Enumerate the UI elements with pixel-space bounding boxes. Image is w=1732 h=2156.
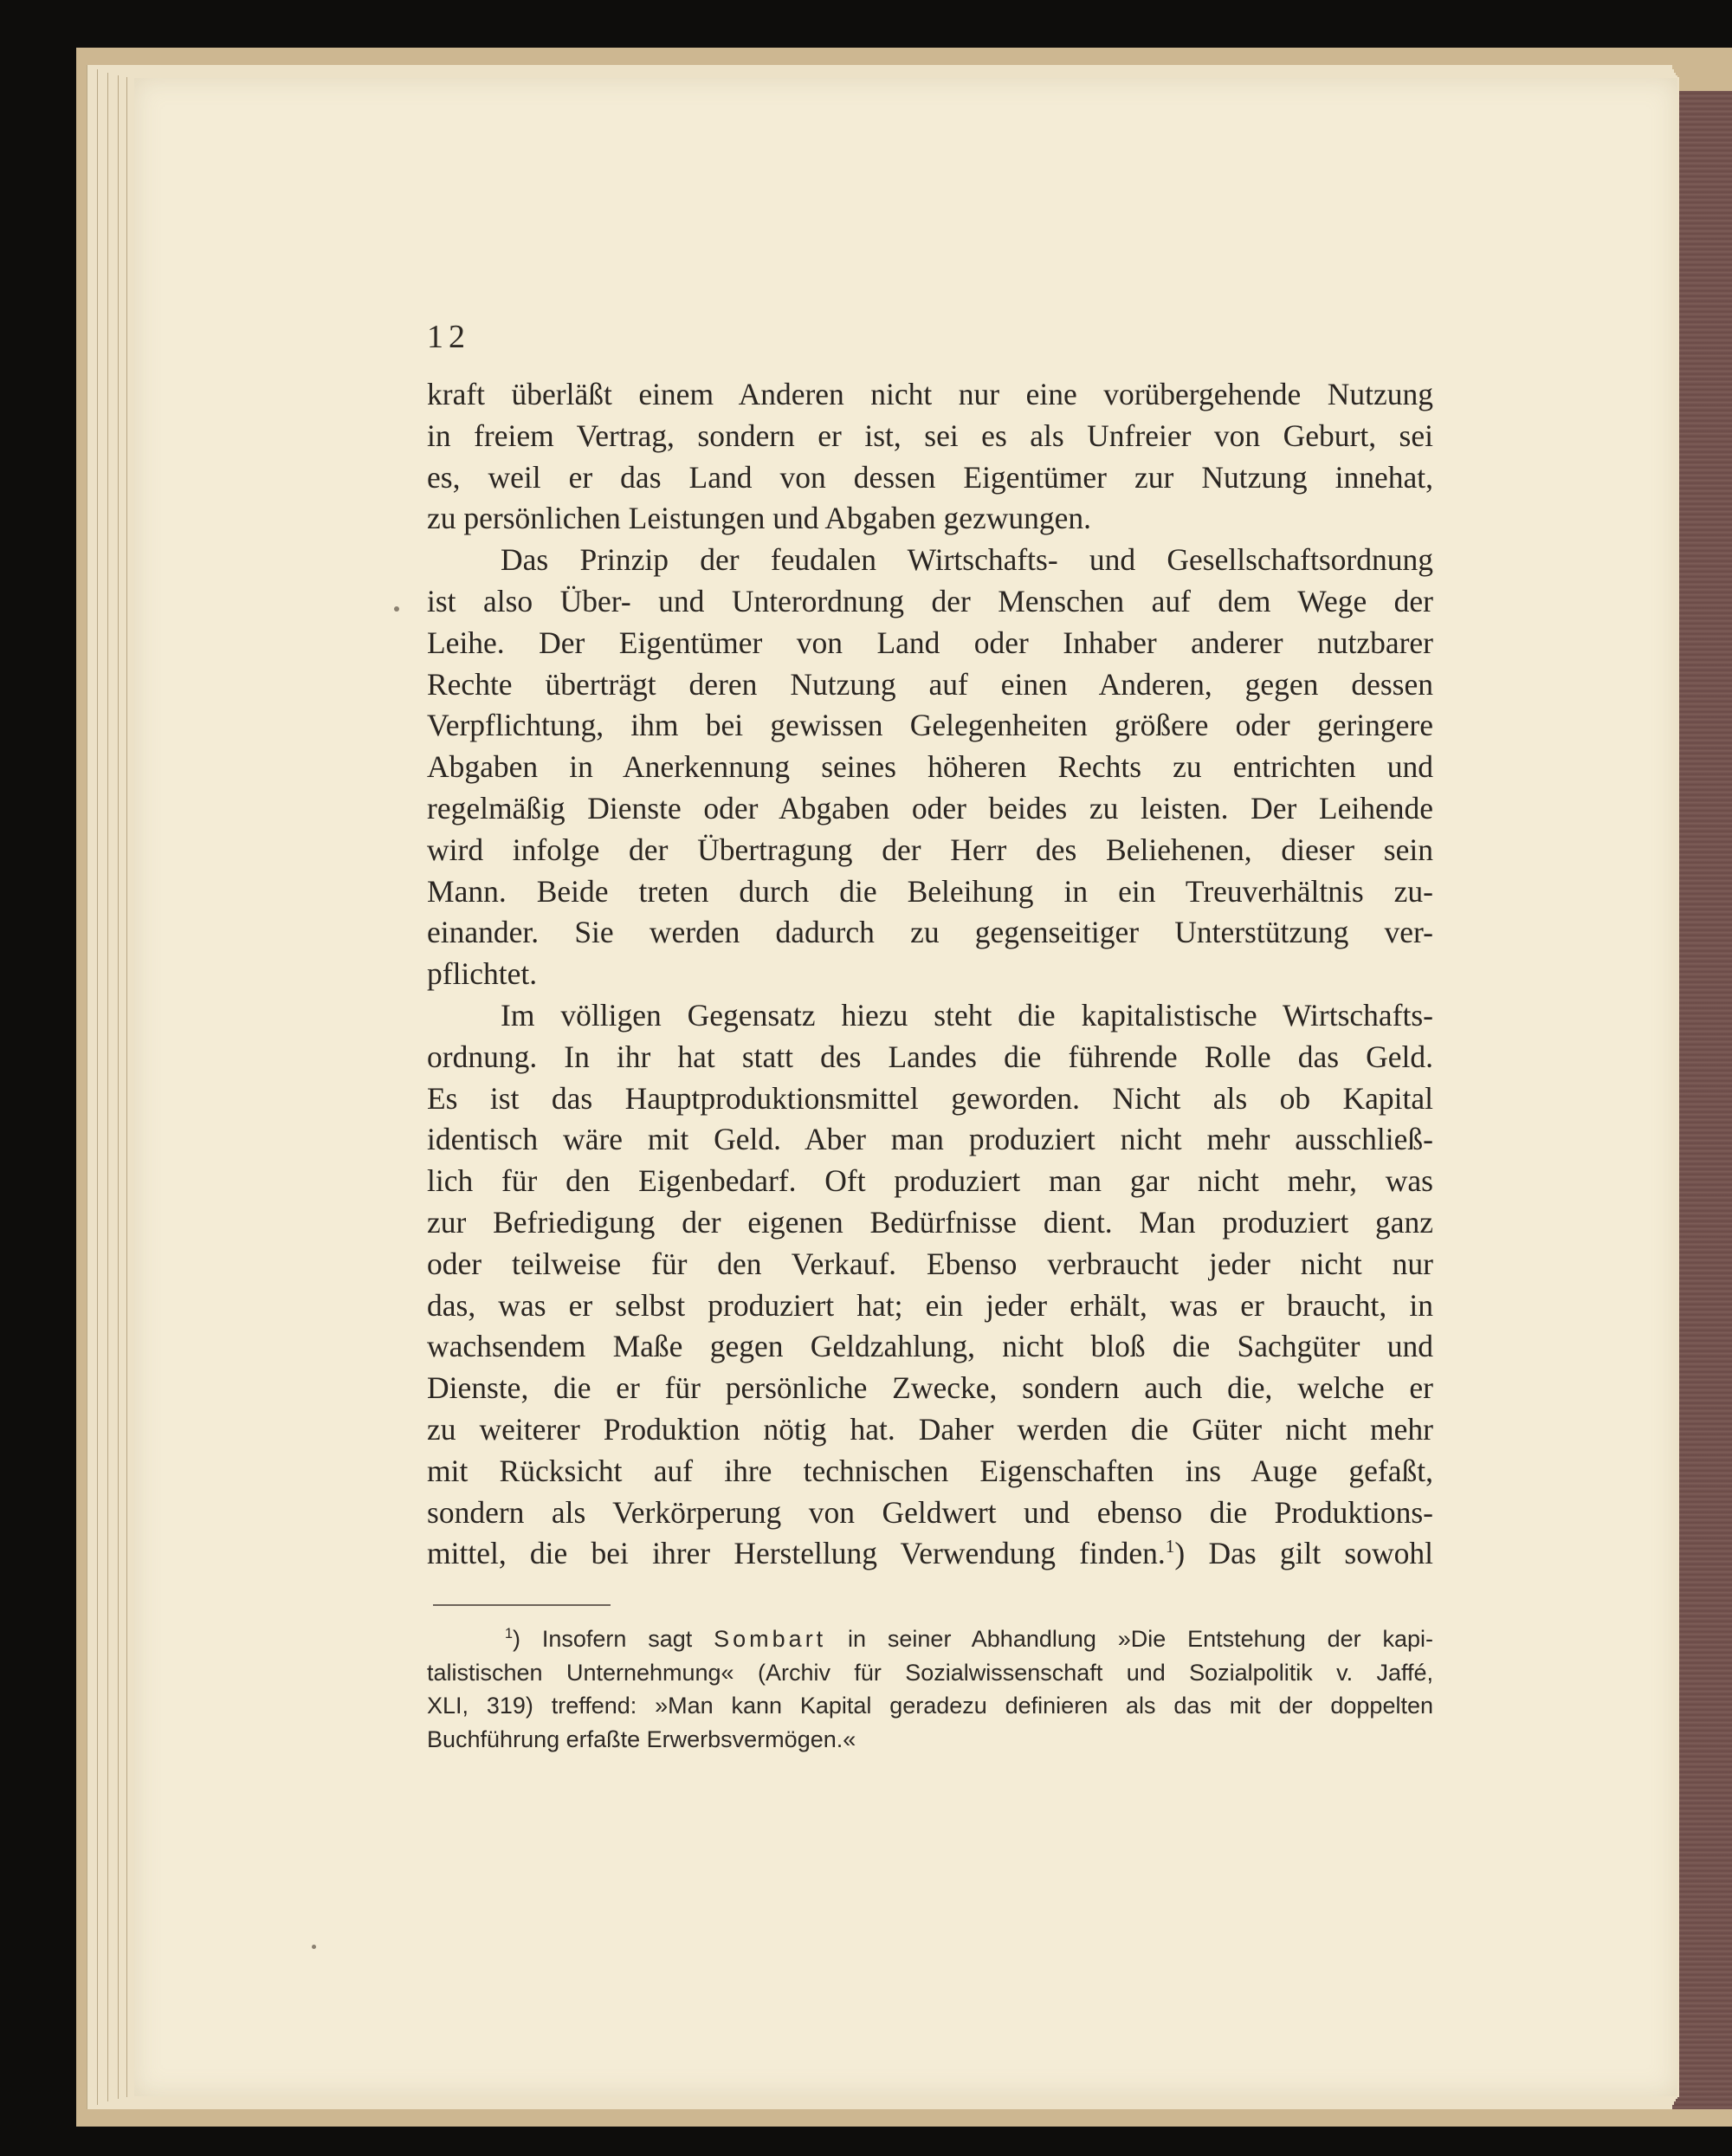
text-fragment: ) Das gilt sowohl bbox=[1174, 1536, 1433, 1571]
text-line: oder teilweise für den Verkauf. Ebenso verbraucht jeder nicht nur bbox=[427, 1246, 1433, 1281]
text-line: wachsendem Maße gegen Geldzahlung, nicht bloß die Sachgüter und bbox=[427, 1329, 1433, 1364]
text-line: ordnung. In ihr hat statt des Landes die führende Rolle das Geld. bbox=[427, 1039, 1433, 1074]
text-line: ist also Über- und Unterordnung der Menschen auf dem Wege der bbox=[427, 583, 1433, 618]
footnote bbox=[427, 1622, 1433, 1756]
text-line: zur Befriedigung der eigenen Bedürfnisse dient. Man produziert ganz bbox=[427, 1204, 1433, 1240]
text-line: in freiem Vertrag, sondern er ist, sei es als Unfreier von Geburt, sei bbox=[427, 418, 1433, 453]
text-line: das, was er selbst produziert hat; ein jeder erhält, was er braucht, in bbox=[427, 1287, 1433, 1323]
text-line: Dienste, die er für persönliche Zwecke, sondern auch die, welche er bbox=[427, 1370, 1433, 1406]
text-fragment: mittel, die bei ihrer Herstellung Verwendung finden. bbox=[427, 1536, 1166, 1571]
footnote-text: ) Insofern sagt bbox=[513, 1626, 714, 1652]
footnote-marker: 1 bbox=[505, 1626, 514, 1641]
text-line: identisch wäre mit Geld. Aber man produziert nicht mehr ausschließ- bbox=[427, 1122, 1433, 1157]
text-line: lich für den Eigenbedarf. Oft produziert man gar nicht mehr, was bbox=[427, 1163, 1433, 1199]
text-line bbox=[427, 1533, 1433, 1575]
footnote-line: talistischen Unternehmung« (Archiv für Sozialwissenschaft und Sozialpolitik v. Jaffé, bbox=[427, 1659, 1433, 1686]
text-line: Rechte überträgt deren Nutzung auf einen Anderen, gegen dessen bbox=[427, 666, 1433, 702]
text-line: wird infolge der Übertragung der Herr des Beliehenen, dieser sein bbox=[427, 832, 1433, 867]
footnote-text: in seiner Abhandlung »Die Entstehung der kapi- bbox=[826, 1626, 1433, 1652]
text-line: Verpflichtung, ihm bei gewissen Gelegenheiten größere oder geringere bbox=[427, 708, 1433, 743]
footnote-line: XLI, 319) treffend: »Man kann Kapital geradezu definieren als das mit der doppelten bbox=[427, 1693, 1433, 1719]
text-line: Mann. Beide treten durch die Beleihung in ein Treuverhältnis zu- bbox=[427, 873, 1433, 909]
text-line: einander. Sie werden dadurch zu gegenseitiger Unterstützung ver- bbox=[427, 915, 1433, 950]
footnote-line bbox=[427, 1622, 1433, 1656]
text-line: Abgaben in Anerkennung seines höheren Rechts zu entrichten und bbox=[427, 749, 1433, 785]
paragraph-first-line: Im völligen Gegensatz hiezu steht die kapitalistische Wirtschafts- bbox=[501, 997, 1433, 1033]
text-line: es, weil er das Land von dessen Eigentümer zur Nutzung innehat, bbox=[427, 459, 1433, 495]
text-line: regelmäßig Dienste oder Abgaben oder beides zu leisten. Der Leihende bbox=[427, 790, 1433, 825]
text-line: mit Rücksicht auf ihre technischen Eigenschaften ins Auge gefaßt, bbox=[427, 1453, 1433, 1488]
footnote-author-name: Sombart bbox=[714, 1626, 827, 1652]
footnote-line: Buchführung erfaßte Erwerbsvermögen.« bbox=[427, 1725, 856, 1752]
text-line: zu persönlichen Leistungen und Abgaben gezwungen. bbox=[427, 501, 1091, 536]
footnote-reference: 1 bbox=[1165, 1536, 1175, 1557]
ink-speck bbox=[394, 606, 399, 612]
text-line: sondern als Verkörperung von Geldwert und ebenso die Produktions- bbox=[427, 1494, 1433, 1530]
page-number: 12 bbox=[427, 319, 470, 355]
text-line: Leihe. Der Eigentümer von Land oder Inhaber anderer nutzbarer bbox=[427, 625, 1433, 660]
ink-speck bbox=[312, 1945, 316, 1949]
text-line: pflichtet. bbox=[427, 956, 538, 992]
paragraph-first-line: Das Prinzip der feudalen Wirtschafts- und Gesellschaftsordnung bbox=[501, 542, 1433, 578]
body-text bbox=[427, 374, 1433, 1575]
text-line: kraft überläßt einem Anderen nicht nur eine vorübergehende Nutzung bbox=[427, 377, 1433, 411]
text-line: zu weiterer Produktion nötig hat. Daher werden die Güter nicht mehr bbox=[427, 1411, 1433, 1447]
text-line: Es ist das Hauptproduktionsmittel geworden. Nicht als ob Kapital bbox=[427, 1080, 1433, 1116]
footnote-separator bbox=[433, 1604, 611, 1606]
